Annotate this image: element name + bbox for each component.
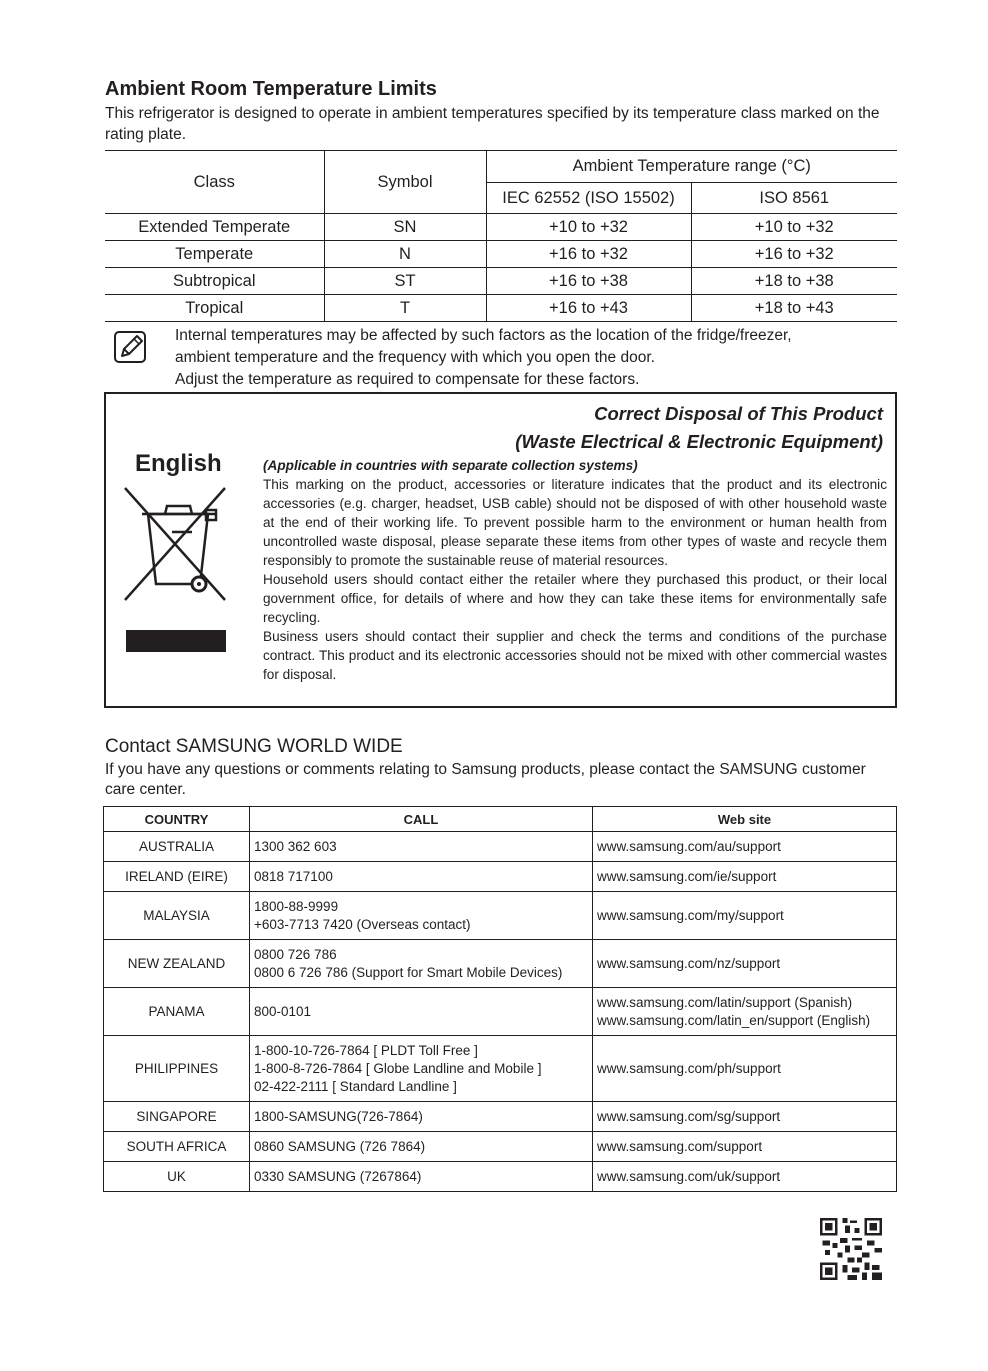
phone-number: 1800-SAMSUNG(726-7864) (254, 1108, 423, 1124)
table-row (104, 1036, 897, 1102)
table-row (104, 1132, 897, 1162)
note-line: Adjust the temperature as required to compensate for these factors. (175, 371, 640, 388)
table-row (104, 988, 897, 1036)
phone-number: 0800 6 726 786 (Support for Smart Mobile Devices) (254, 964, 563, 980)
note-pencil-icon (113, 330, 149, 364)
header-web: Web site (593, 807, 897, 832)
table-row (104, 940, 897, 988)
cell-web (593, 832, 897, 862)
cell-symbol: ST (324, 268, 486, 295)
table-row (104, 1102, 897, 1132)
phone-number: 0800 726 786 (254, 946, 337, 962)
cell-web (593, 988, 897, 1036)
cell-class: Temperate (105, 241, 324, 268)
cell-call (250, 1036, 593, 1102)
website-link[interactable]: www.samsung.com/latin_en/support (English) (597, 1012, 871, 1028)
cell-web (593, 1162, 897, 1192)
section-title-contact: Contact SAMSUNG WORLD WIDE (105, 736, 403, 757)
cell-country: SINGAPORE (104, 1102, 250, 1132)
disposal-text (263, 456, 887, 684)
website-link[interactable]: www.samsung.com/uk/support (597, 1168, 781, 1184)
table-row (104, 832, 897, 862)
note-line: Internal temperatures may be affected by such factors as the location of the fridge/freezer, (175, 327, 792, 344)
disposal-paragraph: Business users should contact their supplier and check the terms and conditions of the purchase contract. This product and its electronic accessories should not be mixed with other commercial wastes for disposal. (263, 629, 887, 682)
cell-iso: +16 to +32 (691, 241, 897, 268)
cell-country: PHILIPPINES (104, 1036, 250, 1102)
phone-number: 1-800-10-726-7864 [ PLDT Toll Free ] (254, 1042, 478, 1058)
website-link[interactable]: www.samsung.com/my/support (597, 907, 784, 923)
cell-call (250, 1132, 593, 1162)
phone-number: 02-422-2111 [ Standard Landline ] (254, 1078, 457, 1094)
cell-iec: +16 to +32 (486, 241, 691, 268)
phone-number: +603-7713 7420 (Overseas contact) (254, 916, 471, 932)
cell-country: PANAMA (104, 988, 250, 1036)
ambient-intro: This refrigerator is designed to operate in ambient temperatures specified by its temperature class marked on the rating plate. (105, 105, 880, 143)
table-row (104, 862, 897, 892)
weee-disposal-box (104, 392, 897, 708)
phone-number: 800-0101 (254, 1003, 312, 1019)
header-symbol: Symbol (324, 151, 486, 214)
cell-country: UK (104, 1162, 250, 1192)
table-row (104, 892, 897, 940)
disposal-title-line2: (Waste Electrical & Electronic Equipment) (515, 431, 883, 452)
crossed-out-wheelie-bin-icon (120, 484, 230, 614)
header-class: Class (105, 151, 324, 214)
cell-call (250, 988, 593, 1036)
phone-number: 0860 SAMSUNG (726 7864) (254, 1138, 426, 1154)
contact-intro: If you have any questions or comments relating to Samsung products, please contact the SAMSUNG customer care center. (105, 761, 866, 798)
cell-iec: +16 to +43 (486, 295, 691, 322)
table-row (104, 1162, 897, 1192)
phone-number: 0818 717100 (254, 868, 333, 884)
cell-web (593, 940, 897, 988)
cell-web (593, 1036, 897, 1102)
note-line: ambient temperature and the frequency with which you open the door. (175, 349, 655, 366)
cell-iso: +18 to +38 (691, 268, 897, 295)
header-iso: ISO 8561 (759, 188, 830, 207)
cell-class: Extended Temperate (105, 214, 324, 241)
cell-call (250, 832, 593, 862)
table-row (105, 241, 897, 268)
black-bar (126, 630, 226, 652)
cell-class: Tropical (105, 295, 324, 322)
cell-symbol: T (324, 295, 486, 322)
cell-country: MALAYSIA (104, 892, 250, 940)
header-call: CALL (250, 807, 593, 832)
website-link[interactable]: www.samsung.com/sg/support (597, 1108, 781, 1124)
cell-symbol: SN (324, 214, 486, 241)
cell-country: IRELAND (EIRE) (104, 862, 250, 892)
website-link[interactable]: www.samsung.com/ie/support (597, 868, 777, 884)
temperature-class-table (105, 150, 897, 322)
header-country: COUNTRY (104, 807, 250, 832)
cell-iec: +16 to +38 (486, 268, 691, 295)
temperature-note (175, 325, 895, 391)
header-iec: IEC 62552 (ISO 15502) (486, 183, 691, 214)
language-label: English (135, 450, 222, 477)
qr-code-icon (820, 1218, 882, 1280)
contact-table (103, 806, 897, 1192)
website-link[interactable]: www.samsung.com/nz/support (597, 955, 781, 971)
table-row (105, 295, 897, 322)
cell-class: Subtropical (105, 268, 324, 295)
cell-call (250, 862, 593, 892)
cell-call (250, 892, 593, 940)
cell-call (250, 1162, 593, 1192)
cell-call (250, 1102, 593, 1132)
cell-iec: +10 to +32 (486, 214, 691, 241)
phone-number: 1800-88-9999 (254, 898, 339, 914)
cell-symbol: N (324, 241, 486, 268)
table-row (105, 268, 897, 295)
cell-iso: +10 to +32 (691, 214, 897, 241)
disposal-paragraph: This marking on the product, accessories or literature indicates that the product and its electronic accessories (e.g. charger, headset, USB cable) should not be disposed of with other household waste at the end of their working life. To prevent possible harm to the environment or human health from uncontrolled waste disposal, please separate these items from other types of waste and recycle them responsibly to promote the sustainable reuse of material resources. (263, 477, 887, 568)
website-link[interactable]: www.samsung.com/au/support (597, 838, 781, 854)
disposal-title-line1: Correct Disposal of This Product (594, 403, 883, 424)
phone-number: 0330 SAMSUNG (7267864) (254, 1168, 422, 1184)
phone-number: 1300 362 603 (254, 838, 337, 854)
website-link[interactable]: www.samsung.com/ph/support (597, 1060, 781, 1076)
cell-web (593, 1102, 897, 1132)
cell-web (593, 862, 897, 892)
header-range: Ambient Temperature range (°C) (486, 151, 897, 183)
website-link[interactable]: www.samsung.com/latin/support (Spanish) (597, 994, 853, 1010)
cell-country: NEW ZEALAND (104, 940, 250, 988)
disposal-paragraph: Household users should contact either the retailer where they purchased this product, or their local government office, for details of where and how they can take these items for environmentally safe recycling. (263, 572, 887, 625)
disposal-title (515, 400, 883, 456)
cell-call (250, 940, 593, 988)
table-row (105, 214, 897, 241)
phone-number: 1-800-8-726-7864 [ Globe Landline and Mobile ] (254, 1060, 542, 1076)
section-title-ambient: Ambient Room Temperature Limits (105, 78, 437, 100)
cell-web (593, 1132, 897, 1162)
cell-web (593, 892, 897, 940)
cell-country: SOUTH AFRICA (104, 1132, 250, 1162)
cell-country: AUSTRALIA (104, 832, 250, 862)
applicable-note: (Applicable in countries with separate collection systems) (263, 458, 638, 473)
website-link[interactable]: www.samsung.com/support (597, 1138, 763, 1154)
cell-iso: +18 to +43 (691, 295, 897, 322)
